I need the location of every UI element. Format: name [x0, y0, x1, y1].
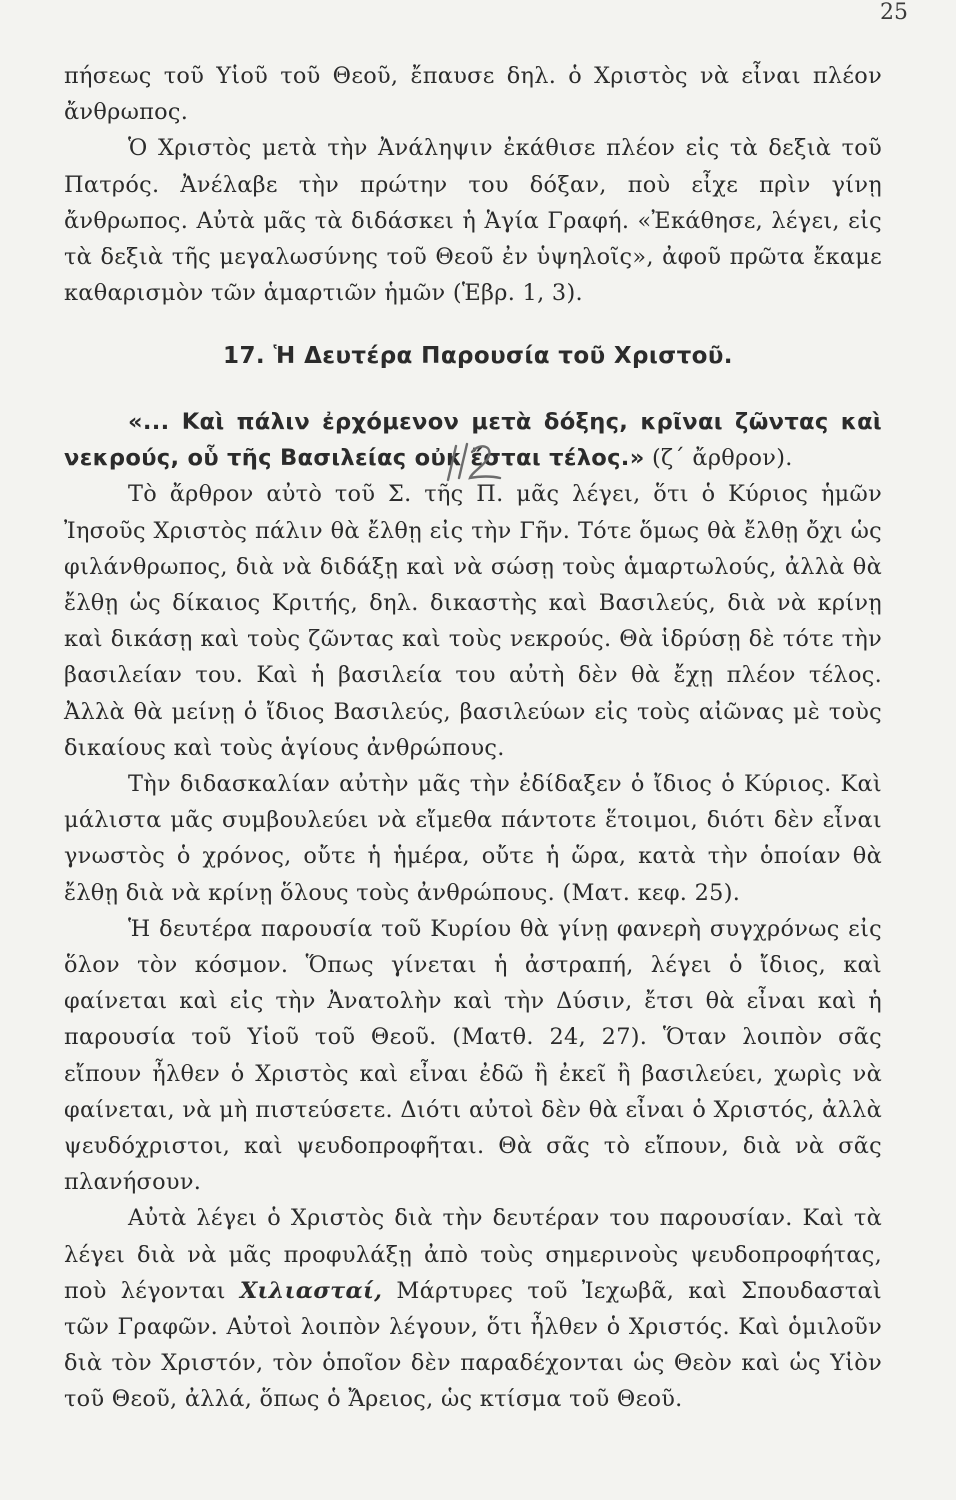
- page-number: 25: [880, 0, 908, 25]
- paragraph-teaching: Τὴν διδασκαλίαν αὐτὴν μᾶς τὴν ἐδίδαξεν ὁ ἴδιος ὁ Κύριος. Καὶ μάλιστα μᾶς συμβουλεύει νὰ εἴμεθα πάντοτε ἕτοιμοι, διότι δὲν εἶναι γνωστὸς ὁ χρόνος, οὔτε ἡ ἡμέρα, οὔτε ἡ ὥρα, κατὰ τὴν ὁποίαν θὰ ἔλθῃ διὰ νὰ κρίνῃ ὅλους τοὺς ἀνθρώπους. (Ματ. κεφ. 25).: [64, 771, 882, 906]
- main-text: [64, 404, 882, 1418]
- paragraph-second-coming: Ἡ δευτέρα παρουσία τοῦ Κυρίου θὰ γίνῃ φανερὴ συγχρόνως εἰς ὅλον τὸν κόσμον. Ὅπως γίνεται ἡ ἀστραπή, λέγει ὁ ἴδιος, καὶ φαίνεται καὶ εἰς τὴν Ἀνατολὴν καὶ τὴν Δύσιν, ἔτσι θὰ εἶναι καὶ ἡ παρουσία τοῦ Υἱοῦ τοῦ Θεοῦ. (Ματθ. 24, 27). Ὅταν λοιπὸν σᾶς εἴπουν ἦλθεν ὁ Χριστὸς καὶ εἶναι ἐδῶ ἢ ἐκεῖ ἢ βασιλεύει, χωρὶς νὰ φαίνεται, νὰ μὴ πιστεύσετε. Διότι αὐτοὶ δὲν θὰ εἶναι ὁ Χριστός, ἀλλὰ ψευδόχριστοι, καὶ ψευδοπροφῆται. Θὰ σᾶς τὸ εἴπουν, διὰ νὰ σᾶς πλανήσουν.: [64, 915, 882, 1196]
- chiliasts-emphasis: Χιλιασταί,: [239, 1277, 383, 1304]
- paragraph-false-prophets: [64, 1200, 882, 1417]
- creed-article-ref: (ζ΄ ἄρθρον).: [644, 445, 793, 472]
- opening-text: [64, 58, 882, 311]
- paragraph-continuation: πήσεως τοῦ Υἱοῦ τοῦ Θεοῦ, ἔπαυσε δηλ. ὁ Χριστὸς νὰ εἶναι πλέον ἄνθρωπος.: [64, 63, 882, 126]
- handwritten-annotation-mark: [440, 438, 514, 488]
- paragraph-false-prophets-end: Μάρτυρες τοῦ Ἰεχωβᾶ, καὶ Σπουδασταὶ τῶν Γραφῶν. Αὐτοὶ λοιπὸν λέγουν, ὅτι ἦλθεν ὁ Χριστός. Καὶ ὁμιλοῦν διὰ τὸν Χριστόν, τὸν ὁποῖον δὲν παραδέχονται ὡς Θεὸν καὶ ὡς Υἱὸν τοῦ Θεοῦ, ἀλλά, ὅπως ὁ Ἄρειος, ὡς κτίσμα τοῦ Θεοῦ.: [64, 1277, 883, 1413]
- paragraph-ascension: Ὁ Χριστὸς μετὰ τὴν Ἀνάληψιν ἐκάθισε πλέον εἰς τὰ δεξιὰ τοῦ Πατρός. Ἀνέλαβε τὴν πρώτην του δόξαν, ποὺ εἶχε πρὶν γίνῃ ἄνθρωπος. Αὐτὰ μᾶς τὰ διδάσκει ἡ Ἁγία Γραφή. «Ἐκάθησε, λέγει, εἰς τὰ δεξιὰ τῆς μεγαλωσύνης τοῦ Θεοῦ ἐν ὑψηλοῖς», ἀφοῦ πρῶτα ἔκαμε καθαρισμὸν τῶν ἁμαρτιῶν ἡμῶν (Ἑβρ. 1, 3).: [64, 135, 882, 307]
- paragraph-false-prophets-start: Αὐτὰ λέγει ὁ Χριστὸς διὰ τὴν δευτέραν του παρουσίαν. Καὶ τὰ λέγει διὰ νὰ μᾶς προφυλάξῃ ἀπὸ τοὺς σημερινοὺς ψευδοπροφήτας, ποὺ λέγονται: [64, 1205, 882, 1304]
- section-heading: 17. Ἡ Δευτέρα Παρουσία τοῦ Χριστοῦ.: [223, 343, 733, 369]
- paragraph-article-explanation: Τὸ ἄρθρον αὐτὸ τοῦ Σ. τῆς Π. μᾶς λέγει, ὅτι ὁ Κύριος ἡμῶν Ἰησοῦς Χριστὸς πάλιν θὰ ἔλθῃ εἰς τὴν Γῆν. Τότε ὅμως θὰ ἔλθῃ ὄχι ὡς φιλάνθρωπος, διὰ νὰ διδάξῃ καὶ νὰ σώσῃ τοὺς ἁμαρτωλούς, ἀλλὰ θὰ ἔλθῃ ὡς δίκαιος Κριτής, δηλ. δικαστὴς καὶ Βασιλεύς, διὰ νὰ κρίνῃ καὶ δικάσῃ καὶ τοὺς ζῶντας καὶ τοὺς νεκρούς. Θὰ ἱδρύσῃ δὲ τότε τὴν βασιλείαν του. Καὶ ἡ βασιλεία του αὐτὴ δὲν θὰ ἔχῃ πλέον τέλος. Ἀλλὰ θὰ μείνῃ ὁ ἴδιος Βασιλεύς, βασιλεύων εἰς τοὺς αἰῶνας μὲ τοὺς δικαίους καὶ τοὺς ἁγίους ἀνθρώπους.: [64, 481, 882, 761]
- creed-quote-text: «... Καὶ πάλιν ἐρχόμενον μετὰ δόξης, κρῖναι ζῶντας καὶ νεκρούς, οὗ τῆς Βασιλείας οὐκ ἔσται τέλος.»: [64, 409, 882, 472]
